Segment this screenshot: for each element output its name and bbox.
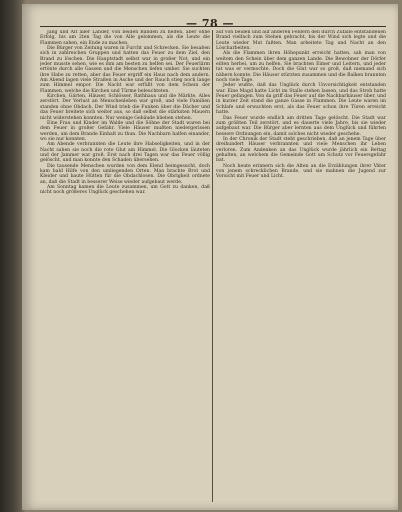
paragraph: Jang und Alt aller Länder, von beiden Banden zu helfen, aber ohne Erfolg, bis am 2ten Tag die von Alle gelommen, als die Leute die Flammen sahen, ein Ende zu machen. [40, 30, 210, 46]
paragraph: Die tausende Menschen wurden von dem Elend heimgesucht, doch kam bald Hilfe von den umliegenden Orten. Man brachte Brot und Kleider und baute Hütten für die Obdachlosen. Die Obrigkeit ordnete an, daß die Stadt in besserer Weise wieder aufgebaut werde. [40, 163, 210, 185]
paragraph: Eine Frau und Kinder im Walde und die Söhne der Stadt waren bei dem Feuer in großer Gefahr. Viele Häuser mußten niedergerissen werden, um dem Brande Einhalt zu thun. Die Nachbarn halfen einander, wo sie nur konnten. [40, 120, 210, 142]
paragraph: Kirchen, Gärten, Häuser, Schlösser, Rathhaus und die Märkte, Alles zerstört. Der Verlust an Menschenleben war groß, und viele Familien standen ohne Obdach. Der Wind trieb die Funken über die Dächer und das Feuer breitete sich weiter aus, so daß selbst die stärksten Mauern nicht widerstehen konnten. Nur wenige Gebäude blieben stehen. [40, 94, 210, 121]
left-column [40, 30, 210, 502]
text-columns [40, 30, 386, 502]
book-page [22, 4, 398, 510]
page-number: — 78 — [186, 17, 234, 30]
right-column [216, 30, 386, 502]
paragraph: Die Bürger von Zeitung waren in Furcht und Schrecken. Sie besaßen sich in zahlreichen Gruppen und hatten das Feuer zu dem Ziel, den Brand zu löschen. Die Hauptstadt selbst war in großer Not, und ein jeder musste sehen, wie es ihm am besten zu helfen sei. Der Feuerlärm ertönte durch alle Gassen und die Menschen liefen umher. Sie suchten ihre Habe zu retten, aber das Feuer ergriff ein Haus nach dem andern. Am Abend lagen viele Straßen in Asche und der Rauch stieg noch lange zum Himmel empor. Die Nacht war erfüllt von dem Schein der Flammen, welche die Kirchen und Türme beleuchteten. [40, 46, 210, 94]
paragraph: Am Sonntag kamen die Leute zusammen, um Gott zu danken, daß nicht noch größeres Unglück geschehen war. [40, 184, 210, 196]
paragraph: In der Chronik der Stadt steht geschrieben, daß an jenem Tage über dreihundert Häuser verbrannten und viele Menschen ihr Leben verloren. Zum Andenken an das Unglück wurde jährlich ein Bettag gehalten, an welchem die Gemeinde Gott um Schutz vor Feuersgefahr bat. [216, 136, 386, 164]
paragraph: Das Feuer wurde endlich am dritten Tage gelöscht. Die Stadt war zum größten Teil zerstört, und es dauerte viele Jahre, bis sie wieder aufgebaut war. Die Bürger aber lernten aus dem Unglück und führten bessere Ordnungen ein, damit solches nicht wieder geschehe. [216, 115, 386, 137]
column-divider [212, 30, 213, 502]
header-rule [40, 26, 386, 27]
paragraph: Als die Flammen ihren Höhepunkt erreicht hatten, sah man von weitem den Schein über dem ganzen Lande. Die Bewohner der Dörfer eilten herbei, um zu helfen. Sie brachten Eimer und Leitern, und jeder tat was er vermochte. Doch die Glut war so groß, daß niemand sich nähern konnte. Die Häuser stürzten zusammen und die Balken brannten noch viele Tage. [216, 51, 386, 84]
paragraph: Noch heute erinnern sich die Alten an die Erzählungen ihrer Väter von jenem schrecklichen Brande, und sie mahnen die Jugend zur Vorsicht mit Feuer und Licht. [216, 163, 386, 180]
paragraph: Am Abende verbrannten die Leute ihre Habseligkeiten, und in der Nacht sahen sie noch die rote Glut am Himmel. Die Glocken läuteten und der Jammer war groß. Erst nach drei Tagen war das Feuer völlig gelöscht, und man konnte den Schaden übersehen. [40, 142, 210, 164]
page-header [22, 12, 398, 30]
paragraph: auf von beiden und auf anderen Feldern den durch Zufälle entstandenen Brand vielfach zum Stehen gebracht, bis der Wind sich legte und die Leute wieder Mut faßten. Man arbeitete Tag und Nacht an den Löscharbeiten. [216, 30, 386, 52]
paragraph: Jeder wußte, daß das Unglück durch Unvorsichtigkeit entstanden war. Eine Magd hatte Licht im Stalle stehen lassen, und das Stroh hatte Feuer gefangen. Von da griff das Feuer auf die Nachbarhäuser über, und in kurzer Zeit stand die ganze Gasse in Flammen. Die Leute waren im Schlafe und erwachten erst, als das Feuer schon ihre Türen erreicht hatte. [216, 83, 386, 116]
